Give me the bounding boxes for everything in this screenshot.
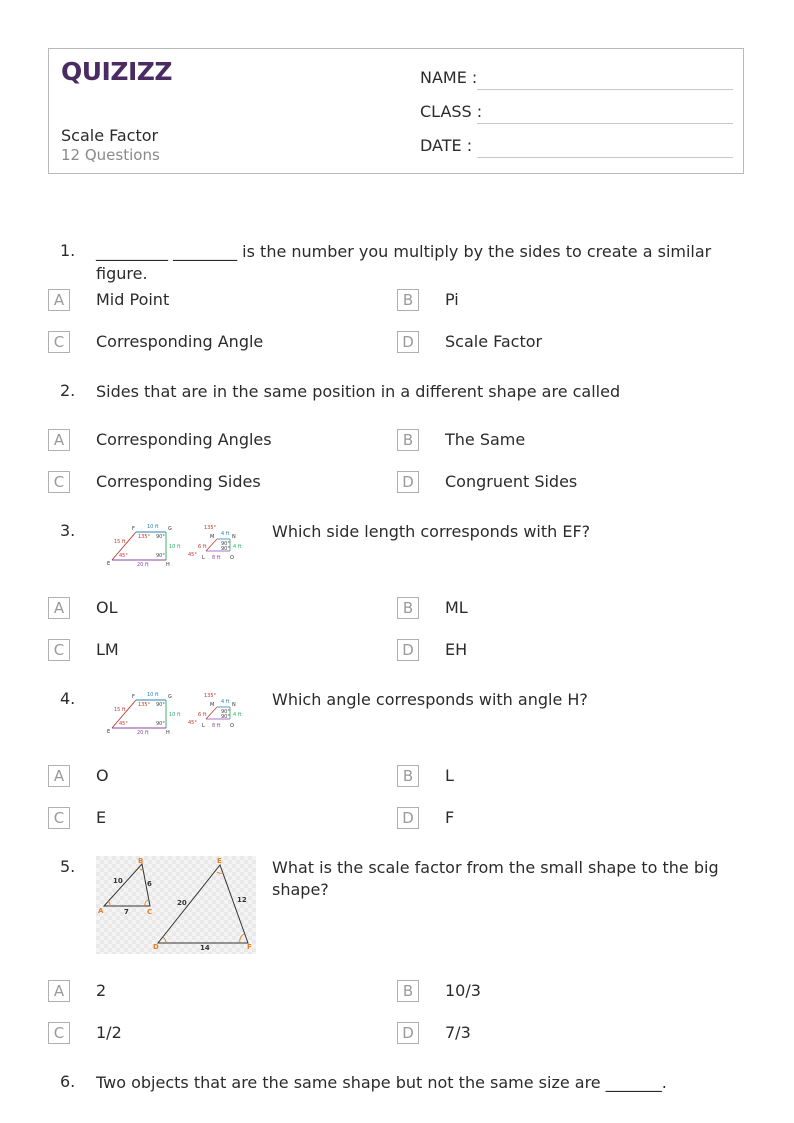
date-label: DATE : (420, 136, 473, 155)
option-letter[interactable]: D (397, 1022, 419, 1044)
vertex-l: L (202, 555, 205, 561)
label-fg: 10 ft (147, 524, 159, 530)
option-text: Scale Factor (445, 332, 543, 351)
question-text: _________ ________ is the number you multiply by the sides to create a similar figure. (96, 242, 712, 283)
name-label: NAME : (420, 68, 478, 87)
option-letter[interactable]: B (397, 765, 419, 787)
vertex-h: H (166, 730, 170, 736)
angle-g: 90° (156, 534, 165, 540)
label-bc: 6 (147, 880, 152, 888)
angle-f: 135° (138, 702, 151, 708)
option-text: E (96, 808, 107, 827)
label-ab: 10 (113, 877, 123, 885)
option-text: OL (96, 598, 118, 617)
vertex-f: F (132, 526, 135, 532)
label-gh: 10 ft (169, 544, 181, 550)
label-lm: 6 ft (198, 544, 207, 550)
option-text: F (445, 808, 455, 827)
option-letter[interactable]: C (48, 1022, 70, 1044)
angle-f: 135° (138, 534, 151, 540)
option-letter[interactable]: C (48, 807, 70, 829)
option-letter[interactable]: D (397, 807, 419, 829)
question-number: 4. (60, 689, 76, 708)
angle-n: 90° (221, 709, 230, 715)
option-text: 7/3 (445, 1023, 471, 1042)
angle-h: 90° (156, 721, 165, 727)
option-text: Congruent Sides (445, 472, 578, 491)
label-eh: 20 ft (137, 730, 149, 736)
vertex-g: G (168, 526, 172, 532)
vertex-d: D (153, 943, 159, 951)
question-text: Which side length corresponds with EF? (272, 522, 591, 541)
option-text: 2 (96, 981, 107, 1000)
angle-e: 45° (119, 553, 128, 559)
vertex-g: G (168, 694, 172, 700)
label-mn: 4 ft (221, 531, 230, 537)
question-count: 12 Questions (61, 146, 160, 164)
label-de: 20 (177, 899, 187, 907)
option-letter[interactable]: A (48, 429, 70, 451)
question-number: 3. (60, 521, 76, 540)
option-text: LM (96, 640, 119, 659)
angle-e: 45° (119, 721, 128, 727)
class-label: CLASS : (420, 102, 483, 121)
option-letter[interactable]: A (48, 597, 70, 619)
label-ef: 15 ft (114, 539, 126, 545)
angle-m: 135° (204, 525, 217, 531)
trapezoid-figure (100, 518, 250, 568)
option-text: Corresponding Sides (96, 472, 261, 491)
label-eh: 20 ft (137, 562, 149, 568)
option-letter[interactable]: B (397, 289, 419, 311)
worksheet-header (48, 48, 744, 174)
angle-n: 90° (221, 541, 230, 547)
vertex-f: F (247, 943, 252, 951)
name-line[interactable] (477, 89, 733, 90)
date-line[interactable] (477, 157, 733, 158)
label-ef: 12 (237, 896, 247, 904)
question-text: What is the scale factor from the small shape to the big shape? (272, 858, 719, 899)
side-lm (206, 539, 217, 551)
vertex-h: H (166, 562, 170, 568)
option-text: 1/2 (96, 1023, 122, 1042)
vertex-o: O (230, 723, 234, 729)
angle-o: 90° (221, 714, 230, 720)
option-text: ML (445, 598, 468, 617)
question-number: 1. (60, 241, 76, 260)
label-gh: 10 ft (169, 712, 181, 718)
label-fg: 10 ft (147, 692, 159, 698)
worksheet-title: Scale Factor (61, 126, 159, 145)
vertex-e: E (107, 561, 111, 567)
label-ef: 15 ft (114, 707, 126, 713)
question-number: 6. (60, 1072, 76, 1091)
date-field[interactable] (420, 136, 733, 158)
vertex-a: A (98, 907, 104, 915)
option-letter[interactable]: B (397, 597, 419, 619)
name-field[interactable] (420, 68, 733, 90)
class-field[interactable] (420, 102, 733, 124)
option-text: L (445, 766, 454, 785)
label-ac: 7 (124, 908, 129, 916)
option-text: Mid Point (96, 290, 170, 309)
angle-l: 45° (188, 720, 197, 726)
option-text: The Same (445, 430, 526, 449)
vertex-o: O (230, 555, 234, 561)
option-letter[interactable]: A (48, 980, 70, 1002)
label-df: 14 (200, 944, 210, 952)
triangle-figure (96, 856, 256, 954)
option-letter[interactable]: B (397, 429, 419, 451)
option-letter[interactable]: D (397, 639, 419, 661)
label-lm: 6 ft (198, 712, 207, 718)
option-text: O (96, 766, 109, 785)
label-no: 4 ft (233, 712, 242, 718)
option-letter[interactable]: B (397, 980, 419, 1002)
label-lo: 8 ft (212, 723, 221, 729)
vertex-c: C (147, 908, 153, 916)
vertex-f: F (132, 694, 135, 700)
question-number: 2. (60, 381, 76, 400)
option-text: Corresponding Angles (96, 430, 272, 449)
trapezoid-figure (100, 686, 250, 736)
option-text: Corresponding Angle (96, 332, 264, 351)
option-letter[interactable]: A (48, 289, 70, 311)
vertex-b: B (138, 857, 144, 865)
quizizz-logo: QUIZIZZ (61, 57, 173, 86)
question-text: Which angle corresponds with angle H? (272, 690, 588, 709)
question-text: Sides that are in the same position in a different shape are called (96, 382, 621, 401)
option-letter[interactable]: C (48, 471, 70, 493)
vertex-e: E (217, 857, 222, 865)
label-no: 4 ft (233, 544, 242, 550)
label-lo: 8 ft (212, 555, 221, 561)
option-letter[interactable]: D (397, 471, 419, 493)
figure-background (96, 856, 256, 954)
vertex-l: L (202, 723, 205, 729)
option-letter[interactable]: C (48, 331, 70, 353)
question-text: Two objects that are the same shape but not the same size are _______. (96, 1073, 667, 1092)
angle-g: 90° (156, 702, 165, 708)
option-letter[interactable]: C (48, 639, 70, 661)
option-letter[interactable]: D (397, 331, 419, 353)
class-line[interactable] (477, 123, 733, 124)
vertex-m: M (210, 702, 215, 708)
vertex-e: E (107, 729, 111, 735)
angle-o: 90° (221, 546, 230, 552)
option-text: 10/3 (445, 981, 481, 1000)
angle-l: 45° (188, 552, 197, 558)
vertex-m: M (210, 534, 215, 540)
side-lm (206, 707, 217, 719)
option-letter[interactable]: A (48, 765, 70, 787)
question-number: 5. (60, 857, 76, 876)
label-mn: 4 ft (221, 699, 230, 705)
vertex-n: N (232, 702, 236, 708)
angle-h: 90° (156, 553, 165, 559)
vertex-n: N (232, 534, 236, 540)
angle-m: 135° (204, 693, 217, 699)
option-text: EH (445, 640, 468, 659)
option-text: Pi (445, 290, 459, 309)
